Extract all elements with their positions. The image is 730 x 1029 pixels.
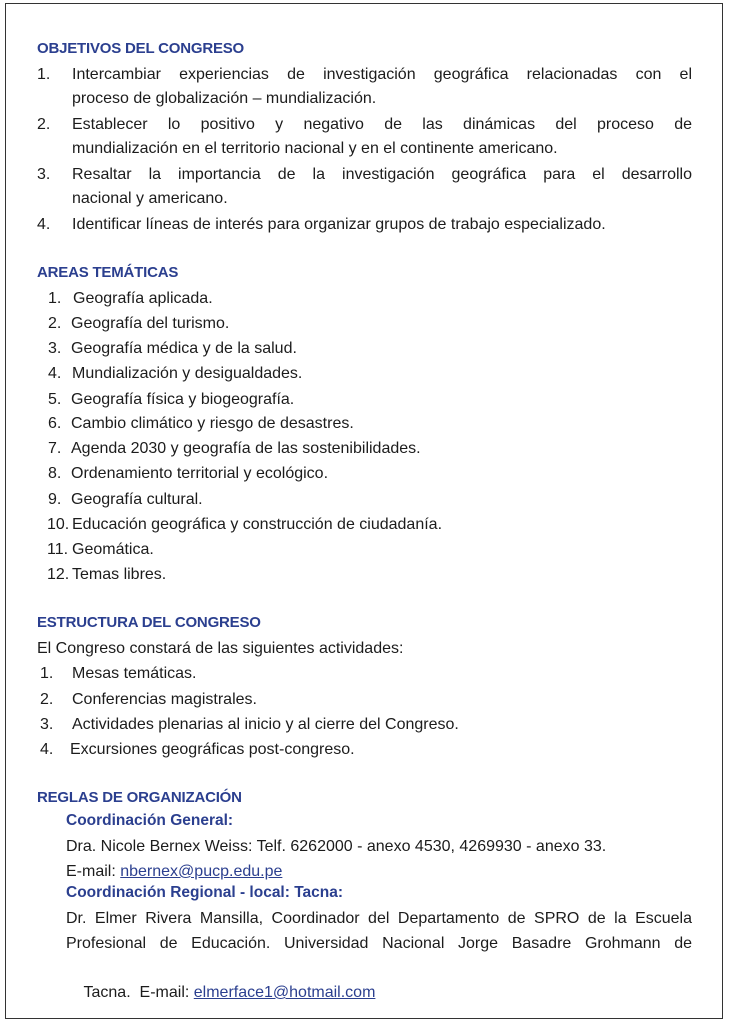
coordinacion-regional-line2: Profesional de Educación. Universidad Nacional Jorge Basadre Grohmann de: [66, 935, 692, 952]
objetivo-text: Resaltar la importancia de la investigación geográfica para el desarrollo: [72, 166, 692, 183]
list-item-text: Agenda 2030 y geografía de las sostenibilidades.: [71, 440, 421, 457]
estructura-heading: ESTRUCTURA DEL CONGRESO: [37, 614, 261, 631]
list-number: 3.: [40, 716, 54, 733]
email-label: E-mail:: [66, 863, 121, 880]
list-item-text: Mesas temáticas.: [72, 665, 197, 682]
email-label: Tacna. E-mail:: [83, 984, 194, 1001]
areas-heading: AREAS TEMÁTICAS: [37, 264, 179, 281]
list-number: 3.: [37, 166, 51, 183]
list-item-text: Geografía cultural.: [71, 491, 203, 508]
email-link-nbernex[interactable]: nbernex@pucp.edu.pe: [120, 863, 283, 880]
list-number: 4.: [48, 365, 62, 382]
list-item-text: Ordenamiento territorial y ecológico.: [71, 465, 329, 482]
list-number: 10.: [47, 516, 70, 533]
list-item-text: Actividades plenarias al inicio y al cierre del Congreso.: [72, 716, 459, 733]
objetivo-text: Establecer lo positivo y negativo de las dinámicas del proceso de: [72, 116, 692, 133]
reglas-heading: REGLAS DE ORGANIZACIÓN: [37, 789, 242, 806]
email-link-elmerface[interactable]: elmerface1@hotmail.com: [193, 984, 376, 1001]
objetivo-text: Intercambiar experiencias de investigación geográfica relacionadas con el: [72, 66, 692, 83]
coordinacion-general-email-line: [66, 860, 282, 884]
list-number: 12.: [47, 566, 70, 583]
list-item-text: Conferencias magistrales.: [72, 691, 257, 708]
coordinacion-general-subtitle: Coordinación General:: [66, 812, 234, 829]
list-number: 9.: [48, 491, 62, 508]
list-number: 1.: [48, 290, 62, 307]
objetivos-heading: OBJETIVOS DEL CONGRESO: [37, 40, 245, 57]
list-number: 2.: [40, 691, 54, 708]
list-number: 7.: [48, 440, 62, 457]
objetivo-item-1-cont: proceso de globalización – mundialización.: [72, 90, 377, 107]
coordinacion-general-contact: Dra. Nicole Bernex Weiss: Telf. 6262000 - anexo 4530, 4269930 - anexo 33.: [66, 838, 607, 855]
list-item-text: Temas libres.: [72, 566, 167, 583]
coordinacion-regional-line1: Dr. Elmer Rivera Mansilla, Coordinador del Departamento de SPRO de la Escuela: [66, 910, 692, 927]
list-item-text: Geomática.: [72, 541, 154, 558]
list-number: 3.: [48, 340, 62, 357]
objetivo-item-2-cont: mundialización en el territorio nacional y en el continente americano.: [72, 140, 558, 157]
list-number: 2.: [37, 116, 51, 133]
list-item-text: Geografía médica y de la salud.: [71, 340, 297, 357]
list-number: 1.: [37, 66, 51, 83]
list-item-text: Geografía física y biogeografía.: [71, 391, 295, 408]
list-number: 4.: [37, 216, 51, 233]
objetivo-item-3-cont: nacional y americano.: [72, 190, 228, 207]
list-number: 6.: [48, 415, 62, 432]
coordinacion-regional-subtitle: Coordinación Regional - local: Tacna:: [66, 884, 344, 901]
list-item-text: Excursiones geográficas post-congreso.: [70, 741, 355, 758]
objetivo-text: Identificar líneas de interés para organizar grupos de trabajo especializado.: [72, 216, 606, 233]
list-number: 4.: [40, 741, 54, 758]
list-item-text: Geografía del turismo.: [71, 315, 230, 332]
list-number: 1.: [40, 665, 54, 682]
list-item-text: Geografía aplicada.: [73, 290, 213, 307]
list-item-text: Cambio climático y riesgo de desastres.: [71, 415, 354, 432]
list-number: 8.: [48, 465, 62, 482]
estructura-intro: El Congreso constará de las siguientes actividades:: [37, 640, 404, 657]
list-item-text: Mundialización y desigualdades.: [72, 365, 303, 382]
list-number: 11.: [47, 541, 69, 558]
list-number: 5.: [48, 391, 62, 408]
list-number: 2.: [48, 315, 62, 332]
coordinacion-regional-email-line: [66, 957, 375, 1029]
list-item-text: Educación geográfica y construcción de ciudadanía.: [72, 516, 443, 533]
